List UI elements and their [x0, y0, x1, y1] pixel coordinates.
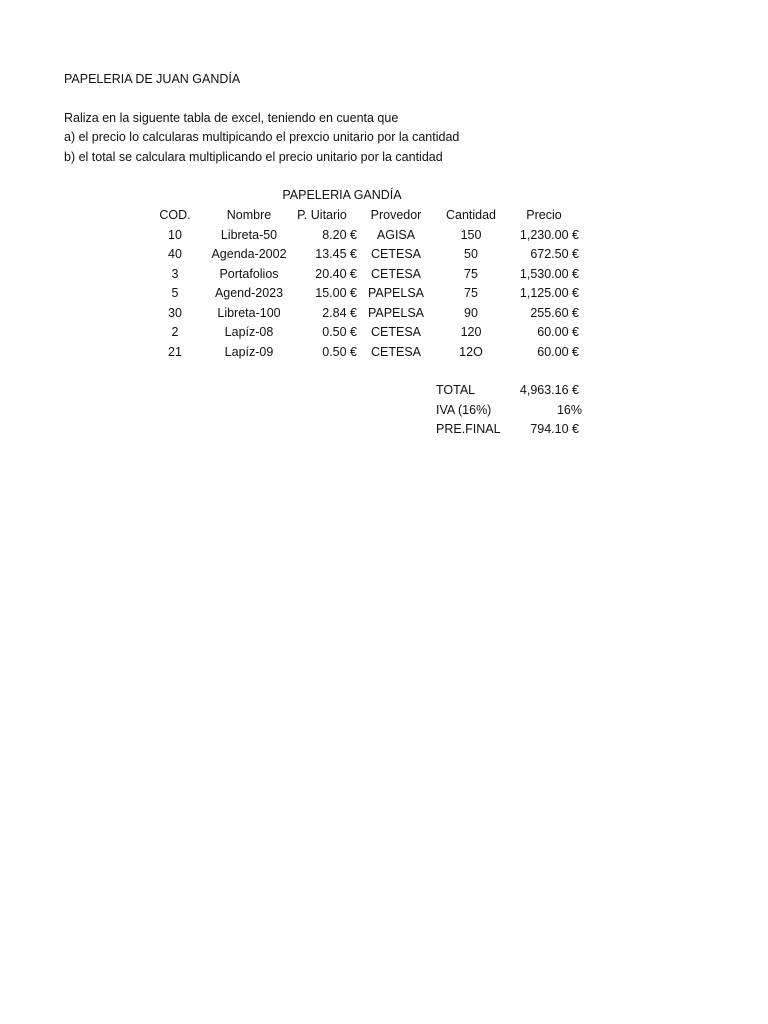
instruction-intro: Raliza en la siguente tabla de excel, teniendo en cuenta que [64, 111, 399, 125]
table-cell-nombre: Libreta-50 [220, 228, 278, 242]
table-cell-precio: 1,530.00 € [519, 267, 579, 281]
table-cell-cod: 5 [171, 286, 179, 300]
table-cell-nombre: Lapíz-09 [224, 345, 274, 359]
table-cell-precio: 1,125.00 € [519, 286, 579, 300]
table-cell-precio: 255.60 € [530, 306, 579, 320]
table-cell-cod: 10 [168, 228, 182, 242]
table-cell-nombre: Portafolios [219, 267, 279, 281]
table-cell-cantidad: 50 [464, 247, 478, 261]
column-header-p-unitario: P. Uitario [297, 208, 347, 222]
column-header-proveedor: Provedor [370, 208, 422, 222]
table-cell-cantidad: 150 [460, 228, 482, 242]
table-cell-precio: 60.00 € [537, 345, 579, 359]
table-cell-cantidad: 75 [464, 286, 478, 300]
table-cell-cantidad: 120 [460, 325, 482, 339]
table-cell-p-unitario: 0.50 € [322, 345, 357, 359]
table-cell-proveedor: CETESA [370, 247, 421, 261]
table-cell-proveedor: AGISA [376, 228, 416, 242]
table-cell-nombre: Agend-2023 [214, 286, 284, 300]
summary-label: IVA (16%) [436, 403, 492, 417]
table-cell-p-unitario: 13.45 € [315, 247, 357, 261]
column-header-nombre: Nombre [226, 208, 272, 222]
instruction-b: b) el total se calculara multiplicando el precio unitario por la cantidad [64, 150, 443, 164]
table-cell-precio: 672.50 € [530, 247, 579, 261]
table-cell-cantidad: 90 [464, 306, 478, 320]
summary-label: PRE.FINAL [436, 422, 501, 436]
summary-value: 16% [556, 403, 582, 417]
column-header-precio: Precio [526, 208, 562, 222]
table-cell-proveedor: CETESA [370, 325, 421, 339]
table-cell-cod: 40 [168, 247, 182, 261]
summary-value: 4,963.16 € [519, 383, 579, 397]
table-cell-cod: 21 [168, 345, 182, 359]
table-cell-cantidad: 75 [464, 267, 478, 281]
table-cell-p-unitario: 8.20 € [322, 228, 357, 242]
table-cell-cod: 2 [171, 325, 179, 339]
table-cell-p-unitario: 0.50 € [322, 325, 357, 339]
table-cell-nombre: Libreta-100 [217, 306, 281, 320]
table-cell-precio: 60.00 € [537, 325, 579, 339]
table-cell-proveedor: PAPELSA [367, 286, 425, 300]
table-cell-cod: 3 [171, 267, 179, 281]
table-cell-p-unitario: 15.00 € [315, 286, 357, 300]
table-cell-nombre: Agenda-2002 [211, 247, 287, 261]
table-cell-proveedor: CETESA [370, 267, 421, 281]
summary-label: TOTAL [436, 383, 476, 397]
document-heading: PAPELERIA DE JUAN GANDÍA [64, 72, 241, 86]
table-cell-proveedor: PAPELSA [367, 306, 425, 320]
table-cell-precio: 1,230.00 € [519, 228, 579, 242]
table-cell-proveedor: CETESA [370, 345, 421, 359]
table-cell-cantidad: 12O [459, 345, 483, 359]
column-header-cod: COD. [159, 208, 191, 222]
table-cell-p-unitario: 2.84 € [322, 306, 357, 320]
table-cell-p-unitario: 20.40 € [315, 267, 357, 281]
table-cell-nombre: Lapíz-08 [224, 325, 274, 339]
column-header-cantidad: Cantidad [445, 208, 497, 222]
table-title: PAPELERIA GANDÍA [282, 188, 402, 202]
table-cell-cod: 30 [168, 306, 182, 320]
instruction-a: a) el precio lo calcularas multipicando el prexcio unitario por la cantidad [64, 130, 460, 144]
summary-value: 794.10 € [530, 422, 579, 436]
